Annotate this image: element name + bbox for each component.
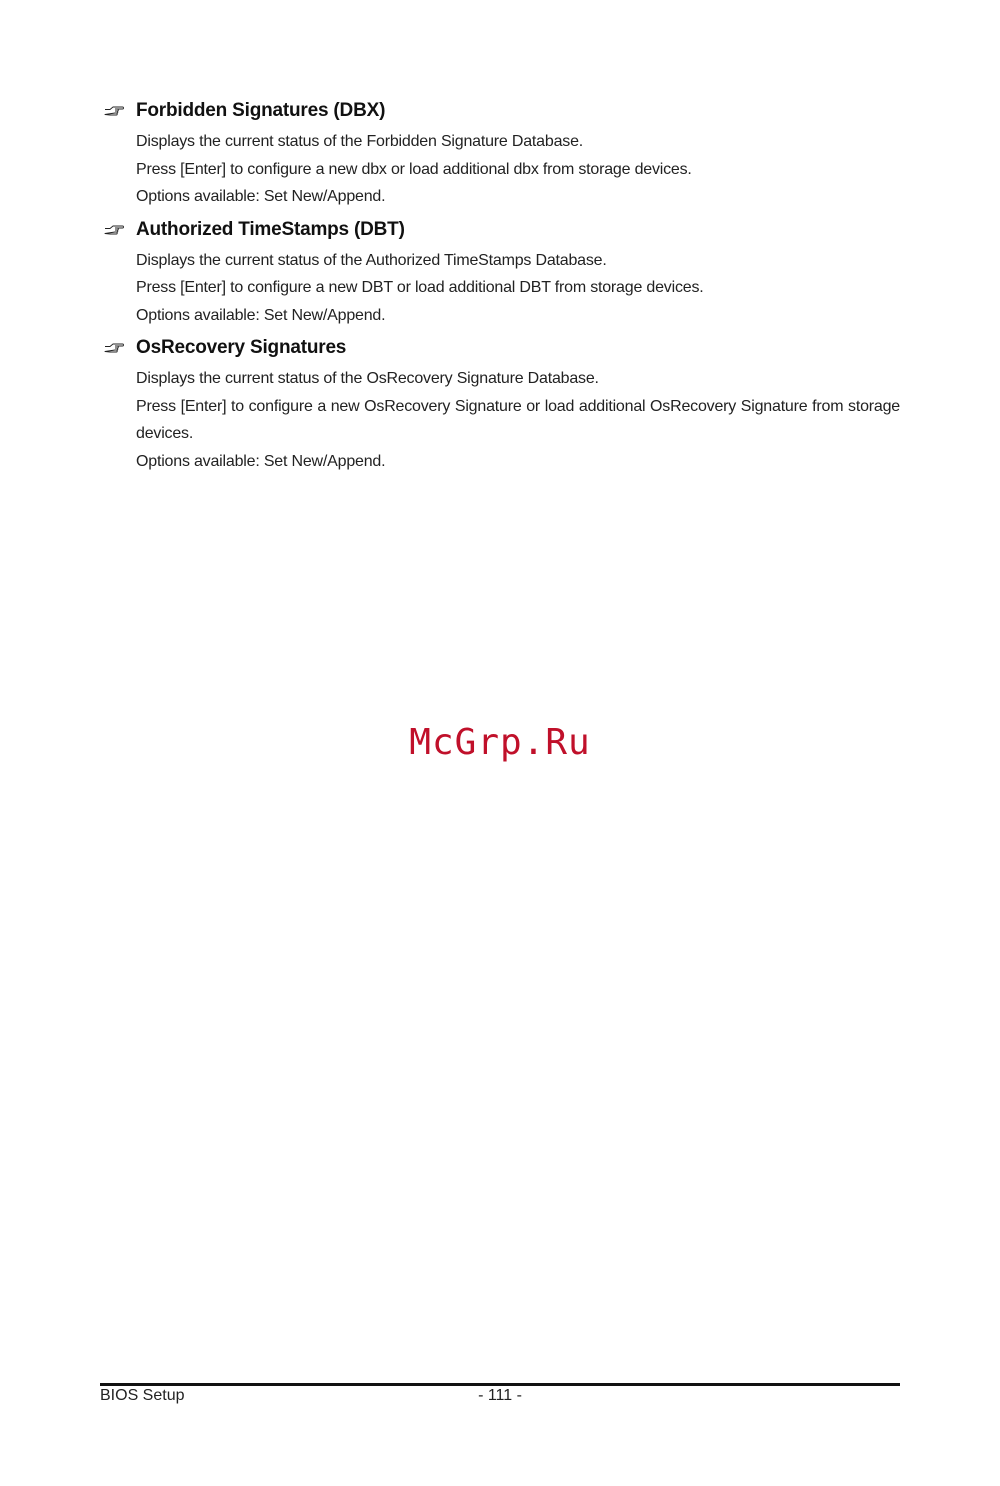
page-number: - 111 - bbox=[478, 1387, 522, 1404]
description-line: Press [Enter] to configure a new dbx or load additional dbx from storage devices. bbox=[136, 160, 692, 178]
description-line: Press [Enter] to configure a new DBT or load additional DBT from storage devices. bbox=[136, 279, 704, 296]
section-title: OsRecovery Signatures bbox=[136, 337, 347, 358]
section-heading-row bbox=[100, 96, 900, 126]
section-title: Forbidden Signatures (DBX) bbox=[136, 100, 386, 121]
pointing-hand-icon bbox=[104, 105, 124, 117]
section-osrecovery-signatures bbox=[100, 333, 900, 475]
description-line: Displays the current status of the OsRecovery Signature Database. bbox=[136, 370, 599, 387]
section-forbidden-signatures bbox=[100, 96, 900, 211]
description-line: Options available: Set New/Append. bbox=[136, 306, 386, 324]
watermark: McGrp.Ru bbox=[409, 722, 591, 763]
section-title: Authorized TimeStamps (DBT) bbox=[136, 218, 405, 240]
section-heading-row bbox=[100, 215, 900, 245]
footer-section-label: BIOS Setup bbox=[100, 1387, 185, 1404]
description-line: Displays the current status of the Forbidden Signature Database. bbox=[136, 133, 584, 150]
footer-divider bbox=[100, 1383, 900, 1386]
section-description bbox=[136, 365, 900, 475]
description-line: Displays the current status of the Authorized TimeStamps Database. bbox=[136, 251, 607, 269]
pointing-hand-icon bbox=[104, 224, 124, 236]
description-line: Options available: Set New/Append. bbox=[136, 452, 386, 470]
description-line: Options available: Set New/Append. bbox=[136, 188, 386, 205]
pointing-hand-icon bbox=[104, 342, 124, 354]
section-authorized-timestamps bbox=[100, 215, 900, 330]
section-description bbox=[136, 247, 900, 330]
section-description bbox=[136, 128, 900, 211]
document-body bbox=[100, 96, 900, 479]
description-line: Press [Enter] to configure a new OsRecovery Signature or load additional OsRecovery Signature from storage devices. bbox=[136, 397, 900, 442]
section-heading-row bbox=[100, 333, 900, 363]
